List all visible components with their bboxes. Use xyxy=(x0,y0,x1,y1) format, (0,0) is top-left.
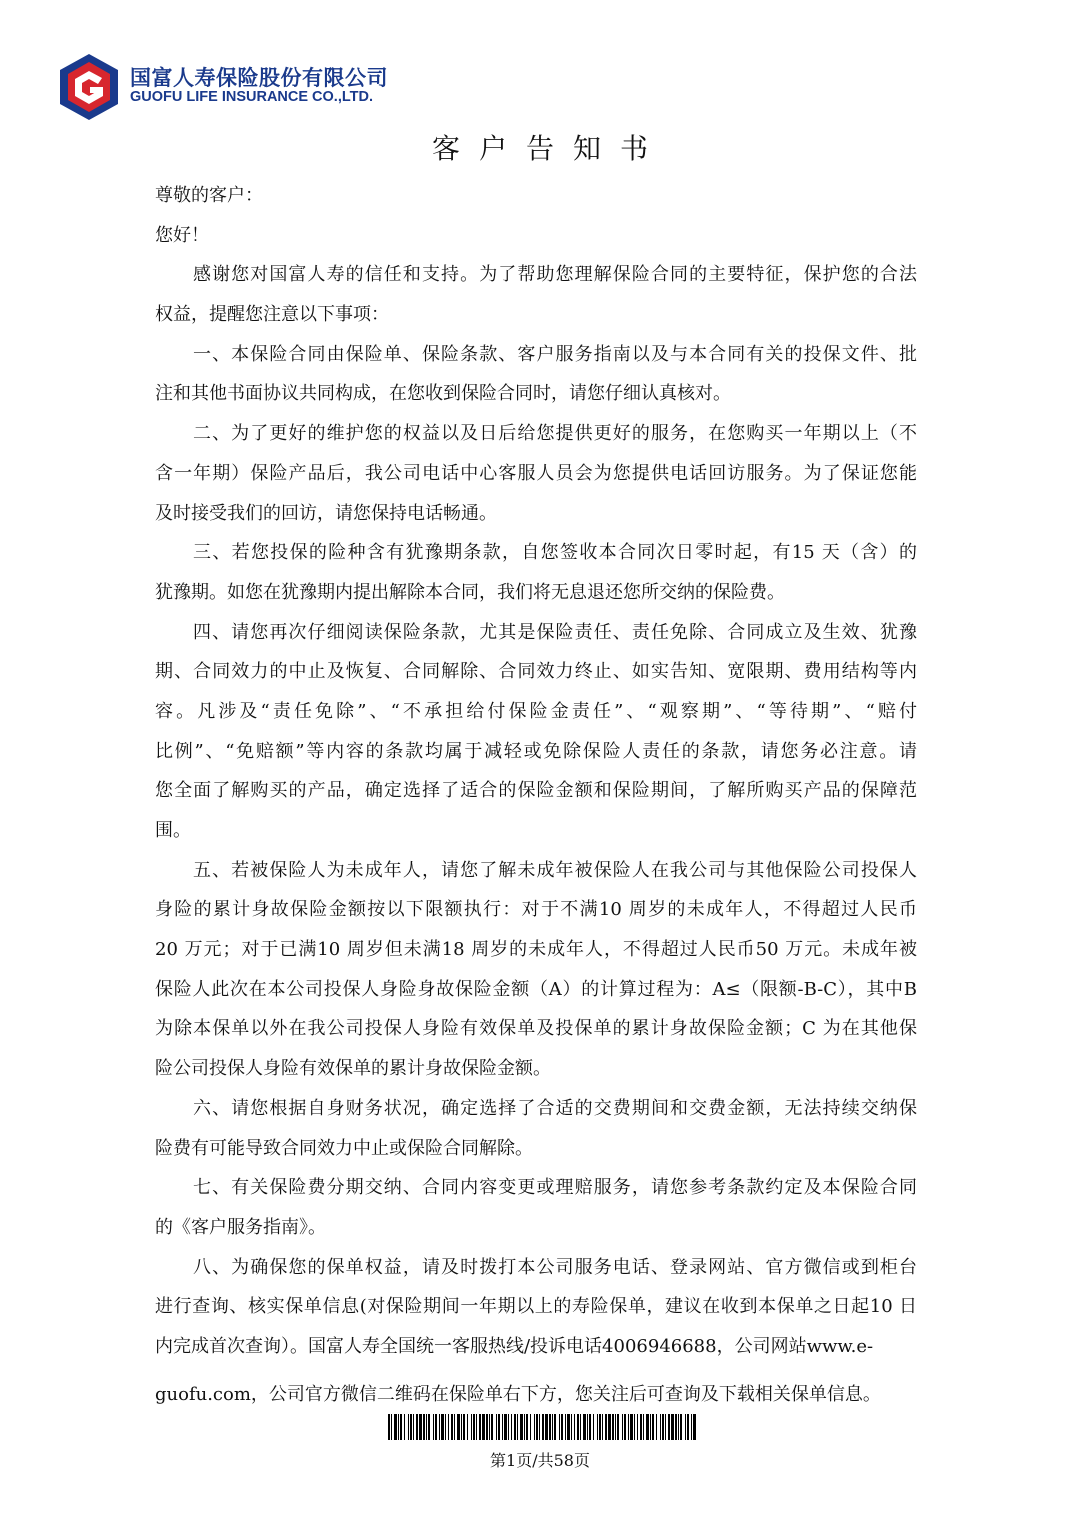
barcode-bar xyxy=(408,1414,409,1440)
barcode-bar xyxy=(428,1414,430,1440)
document-title: 客户告知书 xyxy=(431,132,667,165)
body-line: 为除本保单以外在我公司投保人身险有效保单及投保单的累计身故保险金额；C 为在其他保 xyxy=(155,1018,917,1040)
barcode-bar xyxy=(622,1414,623,1440)
barcode-bar xyxy=(539,1414,540,1440)
barcode-bar xyxy=(476,1414,477,1440)
body-line: 保险人此次在本公司投保人身险身故保险金额（A）的计算过程为：A≤（限额-B-C），其中B xyxy=(155,978,917,1000)
body-line: 犹豫期。如您在犹豫期内提出解除本合同，我们将无息退还您所交纳的保险费。 xyxy=(155,581,785,603)
barcode-bar xyxy=(545,1414,548,1440)
barcode-bar xyxy=(671,1414,674,1440)
barcode-bar xyxy=(467,1414,468,1440)
barcode-bar xyxy=(630,1414,633,1440)
barcode-bar xyxy=(508,1414,509,1440)
barcode-bar xyxy=(565,1414,566,1440)
barcode-bar xyxy=(624,1414,626,1440)
barcode-bar xyxy=(646,1414,649,1440)
barcode-bar xyxy=(482,1414,485,1440)
body-line: 含一年期）保险产品后，我公司电话中心客服人员会为您提供电话回访服务。为了保证您能 xyxy=(155,462,917,484)
body-line: 进行查询、核实保单信息(对保险期间一年期以上的寿险保单，建议在收到本保单之日起10 日 xyxy=(155,1296,917,1318)
body-line: 期、合同效力的中止及恢复、合同解除、合同效力终止、如实告知、宽限期、费用结构等内 xyxy=(155,661,917,683)
barcode-bar xyxy=(451,1414,453,1440)
body-line: 比例”、“免赔额”等内容的条款均属于减轻或免除保险人责任的条款，请您务必注意。请 xyxy=(155,740,917,762)
company-name-en: GUOFU LIFE INSURANCE CO.,LTD. xyxy=(130,89,374,105)
notice-body xyxy=(155,176,917,1415)
barcode-bar xyxy=(520,1414,523,1440)
guofu-logo-icon xyxy=(58,52,120,122)
barcode-bar xyxy=(534,1414,535,1440)
barcode-bar xyxy=(628,1414,629,1440)
barcode-bar xyxy=(394,1414,397,1440)
barcode-bar xyxy=(567,1414,570,1440)
body-line: 三、若您投保的险种含有犹豫期条款，自您签收本合同次日零时起，有15 天（含）的 xyxy=(193,542,917,564)
barcode-bar xyxy=(589,1414,591,1440)
body-line: 七、有关保险费分期交纳、合同内容变更或理赔服务，请您参考条款约定及本保险合同 xyxy=(193,1177,917,1199)
barcode-bar xyxy=(439,1414,440,1440)
body-line: 权益，提醒您注意以下事项： xyxy=(155,304,389,326)
barcode-bar xyxy=(617,1414,619,1440)
barcode-bar xyxy=(526,1414,528,1440)
barcode-bar xyxy=(457,1414,460,1440)
barcode-bar xyxy=(454,1414,455,1440)
barcode xyxy=(388,1414,696,1440)
barcode-bar xyxy=(514,1414,516,1440)
barcode-bar xyxy=(433,1414,434,1440)
barcode-bar xyxy=(559,1414,560,1440)
body-line: 身险的累计身故保险金额按以下限额执行：对于不满10 周岁的未成年人，不得超过人民币 xyxy=(155,899,917,921)
barcode-bar xyxy=(583,1414,586,1440)
barcode-bar xyxy=(662,1414,664,1440)
barcode-bar xyxy=(656,1414,657,1440)
greeting: 您好！ xyxy=(155,224,209,246)
barcode-bar xyxy=(612,1414,614,1440)
barcode-bar xyxy=(445,1414,446,1440)
barcode-bar xyxy=(441,1414,444,1440)
barcode-bar xyxy=(448,1414,449,1440)
body-line: 六、请您根据自身财务状况，确定选择了合适的交费期间和交费金额，无法持续交纳保 xyxy=(193,1097,917,1119)
barcode-bar xyxy=(608,1414,611,1440)
body-line: 的《客户服务指南》。 xyxy=(155,1216,326,1238)
barcode-bar xyxy=(643,1414,644,1440)
body-line: 20 万元；对于已满10 周岁但未满18 周岁的未成年人，不得超过人民币50 万元。未成年被 xyxy=(155,939,917,961)
barcode-bar xyxy=(388,1414,390,1440)
body-line: 您全面了解购买的产品，确定选择了适合的保险金额和保险期间，了解所购买产品的保障范 xyxy=(155,780,917,802)
barcode-bar xyxy=(615,1414,616,1440)
body-line: 围。 xyxy=(155,820,191,841)
barcode-bar xyxy=(502,1414,503,1440)
barcode-bar xyxy=(593,1414,594,1440)
barcode-bar xyxy=(561,1414,563,1440)
barcode-bar xyxy=(461,1414,462,1440)
barcode-bar xyxy=(536,1414,538,1440)
barcode-bar xyxy=(571,1414,572,1440)
body-line: 感谢您对国富人寿的信任和支持。为了帮助您理解保险合同的主要特征，保护您的合法 xyxy=(193,264,917,286)
barcode-bar xyxy=(687,1414,689,1440)
barcode-bar xyxy=(605,1414,607,1440)
barcode-bar xyxy=(435,1414,437,1440)
barcode-bar xyxy=(473,1414,475,1440)
barcode-bar xyxy=(652,1414,654,1440)
barcode-bar xyxy=(504,1414,507,1440)
barcode-bar xyxy=(496,1414,497,1440)
barcode-bar xyxy=(650,1414,651,1440)
barcode-bar xyxy=(491,1414,493,1440)
barcode-bar xyxy=(660,1414,661,1440)
barcode-bar xyxy=(486,1414,488,1440)
barcode-bar xyxy=(634,1414,635,1440)
body-line: 内完成首次查询）。国富人寿全国统一客服热线/投诉电话4006946688，公司网站www.e- xyxy=(155,1335,874,1357)
barcode-bar xyxy=(549,1414,551,1440)
barcode-bar xyxy=(685,1414,686,1440)
barcode-bar xyxy=(580,1414,581,1440)
body-line: 险费有可能导致合同效力中止或保险合同解除。 xyxy=(155,1137,533,1159)
body-line: 五、若被保险人为未成年人，请您了解未成年被保险人在我公司与其他保险公司投保人 xyxy=(193,859,917,881)
company-logo xyxy=(58,52,438,122)
body-line: 二、为了更好的维护您的权益以及日后给您提供更好的服务，在您购买一年期以上（不 xyxy=(193,423,917,445)
barcode-bar xyxy=(530,1414,531,1440)
barcode-bar xyxy=(410,1414,412,1440)
barcode-bar xyxy=(400,1414,402,1440)
barcode-bar xyxy=(577,1414,579,1440)
body-line: 容。凡涉及“责任免除”、“不承担给付保险金责任”、“观察期”、“等待期”、“赔付 xyxy=(155,700,917,722)
barcode-bar xyxy=(691,1414,692,1440)
barcode-bar xyxy=(602,1414,603,1440)
barcode-bar xyxy=(554,1414,556,1440)
body-line: 险公司投保人身险有效保单的累计身故保险金额。 xyxy=(155,1058,551,1080)
body-line: 一、本保险合同由保险单、保险条款、客户服务指南以及与本合同有关的投保文件、批 xyxy=(193,343,917,365)
barcode-bar xyxy=(665,1414,666,1440)
barcode-bar xyxy=(423,1414,425,1440)
barcode-bar xyxy=(693,1414,696,1440)
barcode-bar xyxy=(471,1414,472,1440)
company-name-cn: 国富人寿保险股份有限公司 xyxy=(130,66,388,90)
barcode-bar xyxy=(463,1414,465,1440)
page-number: 第1页/共58页 xyxy=(490,1451,590,1470)
barcode-bar xyxy=(511,1414,512,1440)
barcode-bar xyxy=(517,1414,518,1440)
barcode-bar xyxy=(640,1414,642,1440)
barcode-bar xyxy=(489,1414,490,1440)
barcode-bar xyxy=(599,1414,601,1440)
barcode-bar xyxy=(524,1414,525,1440)
barcode-bar xyxy=(419,1414,422,1440)
barcode-bar xyxy=(552,1414,553,1440)
barcode-bar xyxy=(416,1414,418,1440)
barcode-bar xyxy=(426,1414,427,1440)
barcode-bar xyxy=(542,1414,544,1440)
barcode-bar xyxy=(498,1414,500,1440)
body-line: guofu.com，公司官方微信二维码在保险单右下方，您关注后可查询及下载相关保单信息。 xyxy=(155,1383,881,1405)
barcode-bar xyxy=(678,1414,679,1440)
barcode-bar xyxy=(597,1414,598,1440)
barcode-bar xyxy=(391,1414,392,1440)
barcode-bar xyxy=(668,1414,670,1440)
barcode-bar xyxy=(413,1414,414,1440)
barcode-bar xyxy=(680,1414,682,1440)
barcode-bar xyxy=(404,1414,405,1440)
body-line: 注和其他书面协议共同构成，在您收到保险合同时，请您仔细认真核对。 xyxy=(155,383,731,405)
barcode-bar xyxy=(637,1414,638,1440)
barcode-bar xyxy=(574,1414,575,1440)
body-line: 四、请您再次仔细阅读保险条款，尤其是保险责任、责任免除、合同成立及生效、犹豫 xyxy=(193,621,917,643)
body-line: 八、为确保您的保单权益，请及时拨打本公司服务电话、登录网站、官方微信或到柜台 xyxy=(193,1256,917,1278)
barcode-bar xyxy=(587,1414,588,1440)
barcode-bar xyxy=(398,1414,399,1440)
barcode-bar xyxy=(479,1414,481,1440)
body-line: 及时接受我们的回访，请您保持电话畅通。 xyxy=(155,502,497,524)
salutation: 尊敬的客户： xyxy=(155,185,263,206)
barcode-bar xyxy=(675,1414,677,1440)
